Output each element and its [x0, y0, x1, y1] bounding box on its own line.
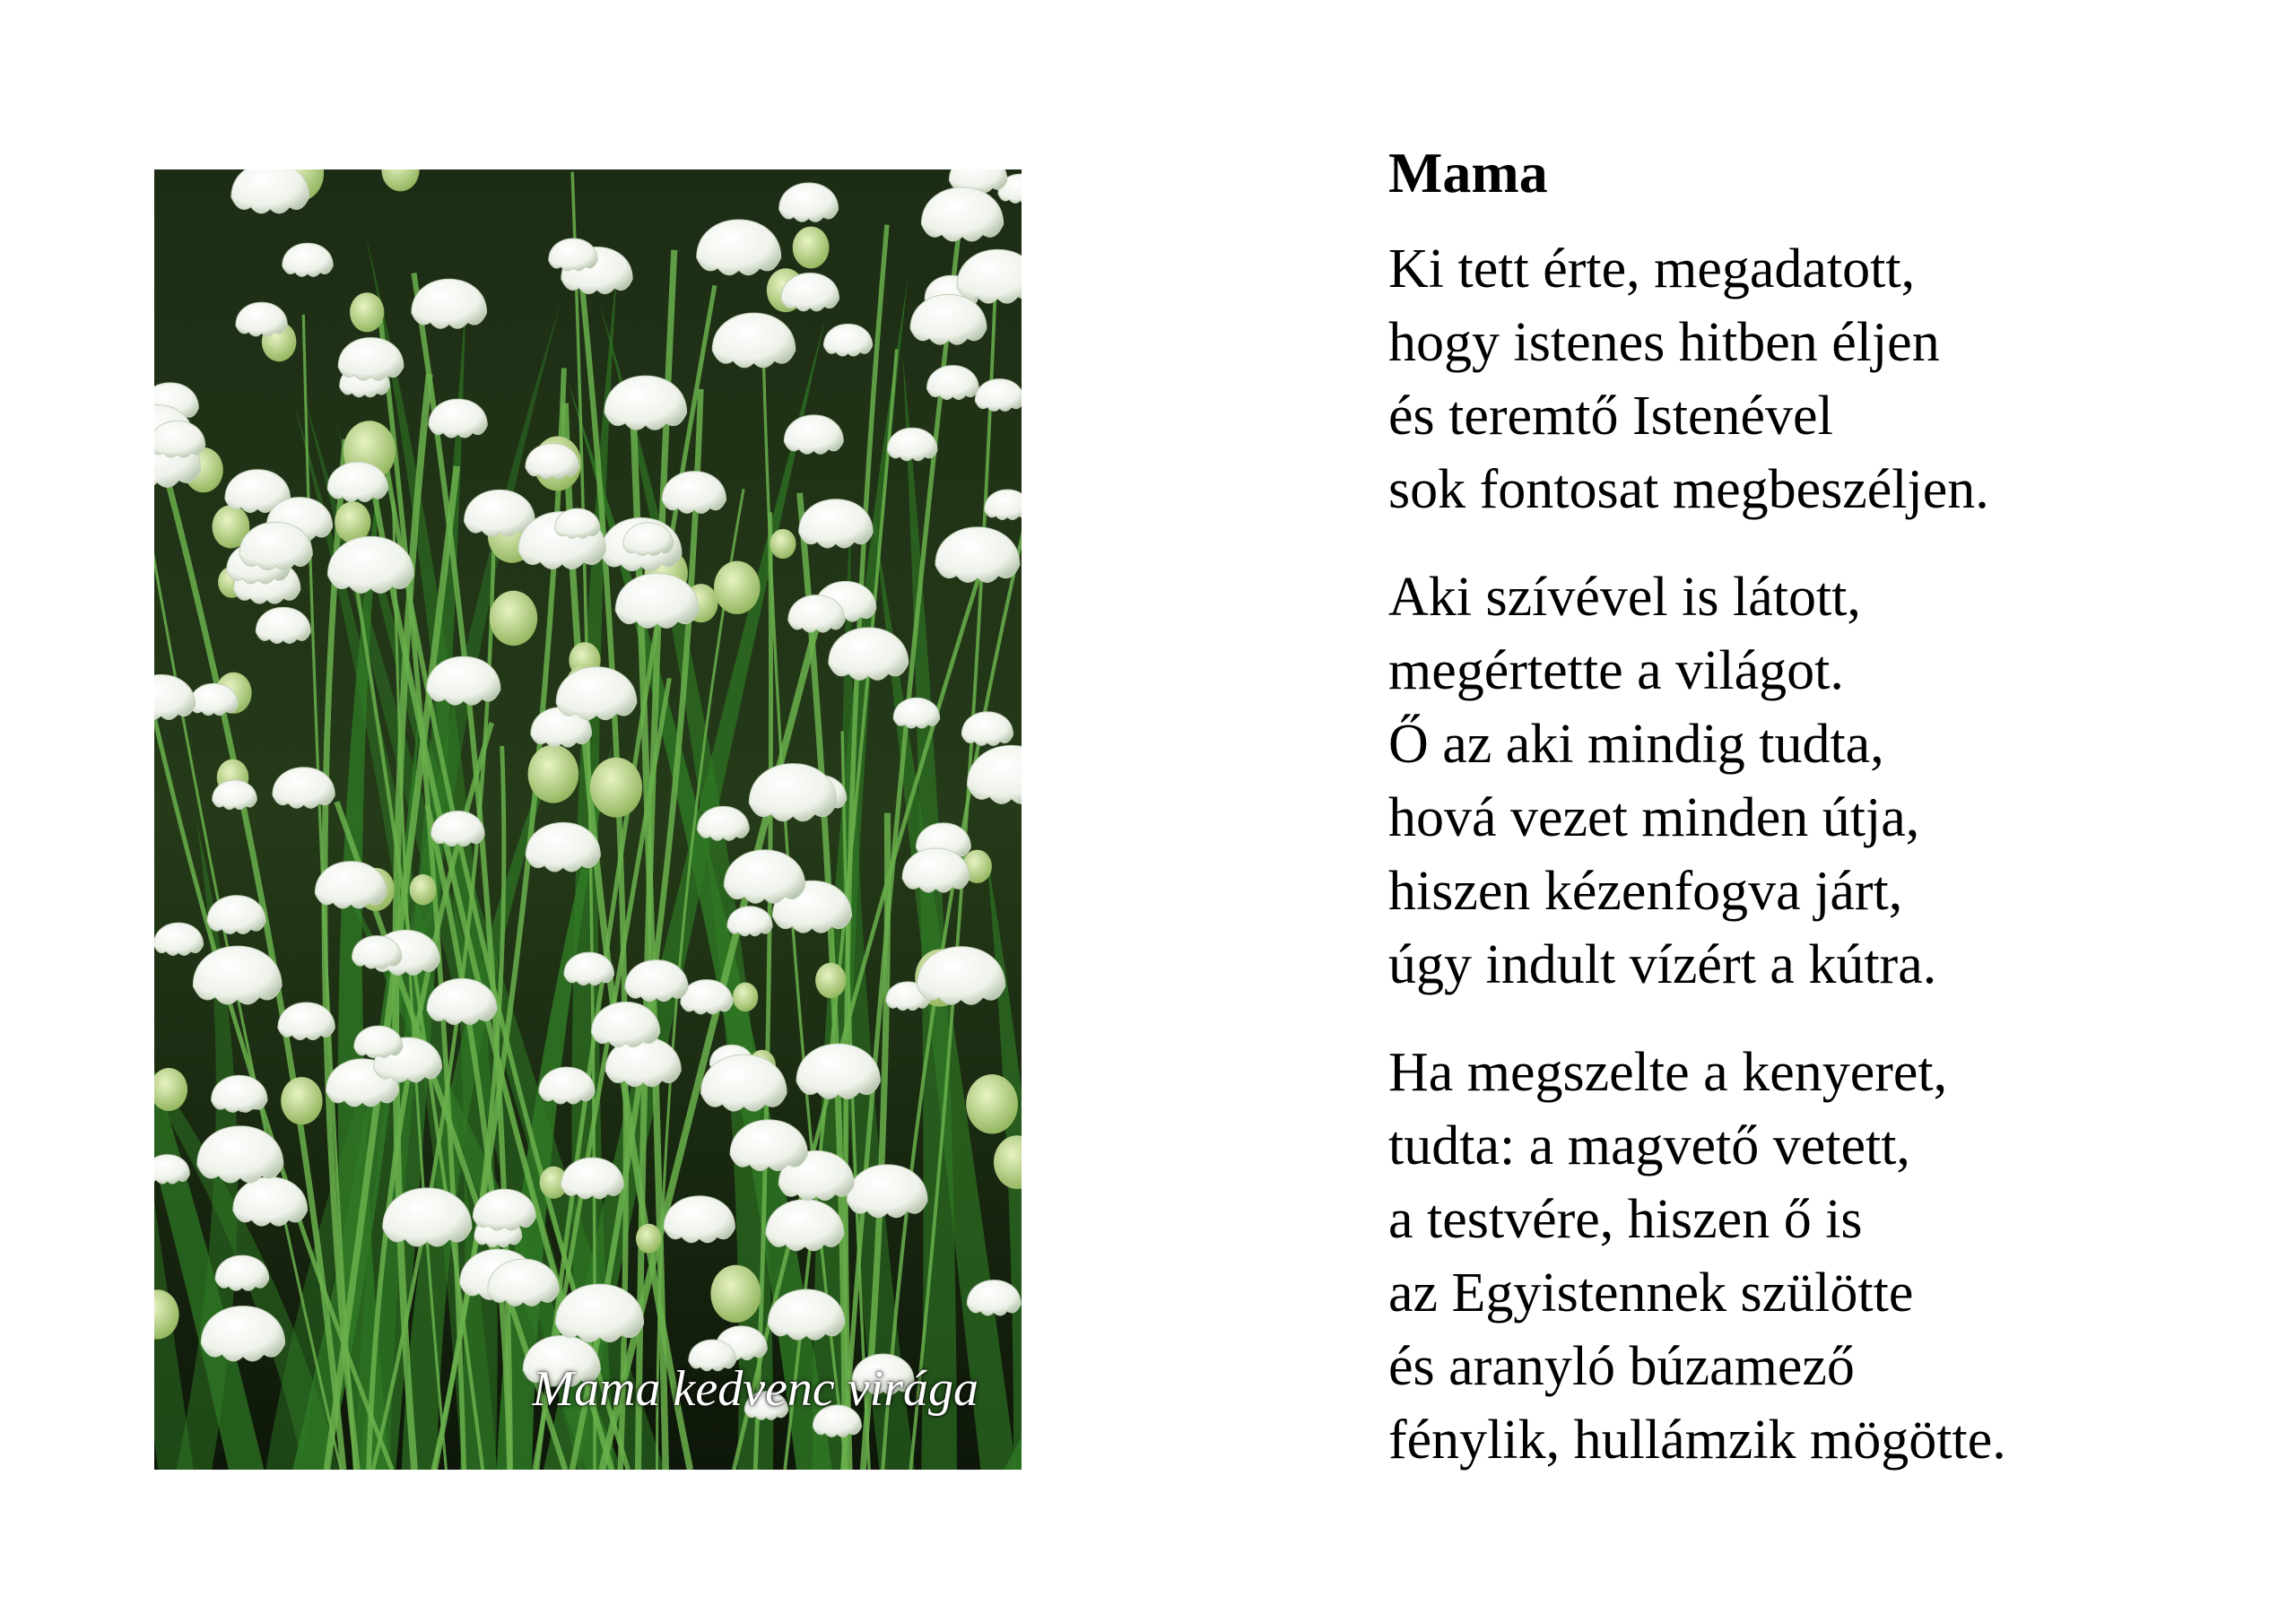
poem-line: Ki tett érte, megadatott, [1388, 239, 1916, 299]
poem-line: az Egyistennek szülötte [1388, 1263, 1914, 1324]
poem-line: és teremtő Istenével [1388, 386, 1833, 447]
poem-line: és aranyló búzamező [1388, 1336, 1855, 1397]
poem-stanza [1388, 1036, 2267, 1477]
lily-of-the-valley-image [154, 169, 1022, 1470]
poem-line: Ő az aki mindig tudta, [1388, 714, 1884, 775]
poem-line: sok fontosat megbeszéljen. [1388, 459, 1989, 520]
poem-stanza [1388, 560, 2267, 1002]
poem-title: Mama [1388, 141, 1548, 204]
poem-stanza [1388, 232, 2267, 526]
poem-line: hogy istenes hitben éljen [1388, 312, 1940, 373]
poem-line: hová vezet minden útja, [1388, 787, 1920, 848]
flower-photo [154, 169, 1022, 1470]
photo-caption: Mama kedvenc virága [532, 1361, 978, 1417]
poem-stanzas [1388, 232, 2267, 1477]
poem-line: fénylik, hullámzik mögötte. [1388, 1410, 2006, 1471]
poem-line: megértette a világot. [1388, 640, 1844, 701]
poem-line: tudta: a magvető vetett, [1388, 1115, 1910, 1176]
poem-line: Aki szívével is látott, [1388, 567, 1861, 628]
poem-line: hiszen kézenfogva járt, [1388, 861, 1903, 922]
poem-line: Ha megszelte a kenyeret, [1388, 1042, 1948, 1103]
poem-line: a testvére, hiszen ő is [1388, 1189, 1863, 1250]
poem-line: úgy indult vízért a kútra. [1388, 934, 1937, 995]
poem [1388, 135, 2267, 1511]
